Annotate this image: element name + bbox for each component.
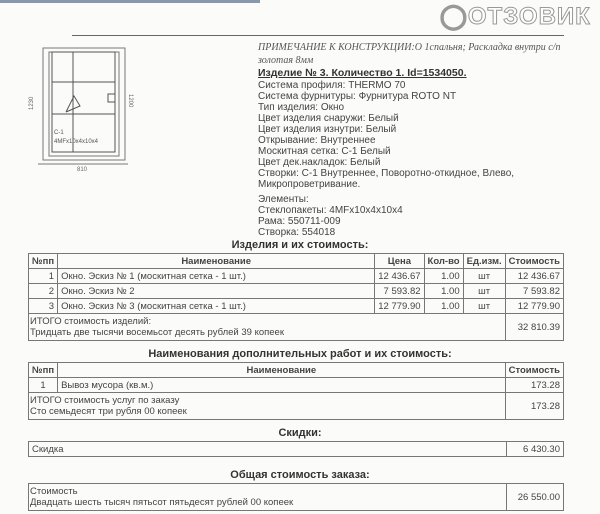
cell-name: Вывоз мусора (кв.м.) [58, 378, 506, 393]
cell-cost: 7 593.82 [505, 284, 563, 299]
window-drawing [25, 38, 135, 173]
cell-unit: шт [463, 284, 505, 299]
total-label: ИТОГО стоимость услуг по заказу [30, 395, 180, 406]
item-elements [258, 194, 403, 238]
glass-label: 4MFx10x4x10x4 [54, 139, 99, 145]
prop: Створки: С-1 Внутреннее, Поворотно-откидное, Влево, [258, 168, 515, 179]
discounts-heading: Скидки: [278, 427, 322, 439]
prop: Москитная сетка: С-1 Белый [258, 146, 391, 157]
cell-num: 1 [29, 269, 58, 284]
element: Элементы: [258, 194, 309, 205]
sash-label: С-1 [54, 130, 64, 136]
col-header: №пп [29, 254, 58, 269]
total-value: 173.28 [505, 393, 563, 420]
width-dimension: 810 [77, 167, 88, 173]
table-row [29, 269, 564, 284]
cell-unit: шт [463, 269, 505, 284]
discount-label: Скидка [29, 442, 507, 457]
total-label: ИТОГО стоимость изделий: [30, 316, 152, 327]
prop: Система профиля: THERMO 70 [258, 80, 406, 91]
order-table [28, 483, 564, 511]
col-header: Ед.изм. [463, 254, 505, 269]
table-row [29, 299, 564, 314]
col-header: №пп [29, 363, 58, 378]
cell-qty: 1.00 [424, 284, 463, 299]
table-row [29, 284, 564, 299]
prop: Цвет дек.накладок: Белый [258, 157, 381, 168]
order-heading: Общая стоимость заказа: [230, 469, 370, 481]
order-words: Двадцать шесть тысяч пятьсот пятьдесят рублей 00 копеек [30, 497, 294, 508]
total-words: Тридцать две тысячи восемьсот десять рублей 39 копеек [30, 327, 284, 338]
outer-height-dimension: 1230 [29, 96, 35, 110]
total-row [29, 484, 564, 511]
discount-value: 6 430.30 [507, 442, 564, 457]
item-properties [258, 80, 514, 190]
cell-cost: 173.28 [505, 378, 563, 393]
products-table [28, 253, 564, 341]
services-heading: Наименования дополнительных работ и их стоимость: [148, 348, 452, 360]
cell-num: 1 [29, 378, 58, 393]
cell-price: 12 779.90 [375, 299, 424, 314]
col-header: Кол-во [424, 254, 463, 269]
construction-note: ПРИМЕЧАНИЕ К КОНСТРУКЦИИ:О 1спальня; Раскладка внутри с/п золотая 8мм [258, 42, 561, 66]
cell-name: Окно. Эскиз № 1 (москитная сетка - 1 шт.) [58, 269, 375, 284]
inner-height-dimension: 1200 [127, 94, 133, 108]
prop: Тип изделия: Окно [258, 102, 345, 113]
prop: Открывание: Внутреннее [258, 135, 376, 146]
products-heading: Изделия и их стоимость: [231, 239, 369, 251]
cell-cost: 12 436.67 [505, 269, 563, 284]
cell-unit: шт [463, 299, 505, 314]
col-header: Наименование [58, 363, 506, 378]
col-header: Наименование [58, 254, 375, 269]
order-value: 26 550.00 [507, 484, 564, 511]
item-title: Изделие № 3. Количество 1. Id=1534050. [258, 67, 467, 79]
cell-cost: 12 779.90 [505, 299, 563, 314]
col-header: Стоимость [505, 363, 563, 378]
divider [72, 35, 564, 36]
prop: Микропроветривание. [258, 179, 361, 190]
cell-num: 3 [29, 299, 58, 314]
table-row [29, 442, 564, 457]
order-label: Стоимость [30, 486, 78, 497]
prop: Цвет изделия снаружи: Белый [258, 113, 399, 124]
col-header: Стоимость [505, 254, 563, 269]
prop: Система фурнитуры: Фурнитура ROTO NT [258, 91, 457, 102]
cell-name: Окно. Эскиз № 3 (москитная сетка - 1 шт.) [58, 299, 375, 314]
cell-qty: 1.00 [424, 299, 463, 314]
watermark-text: ОТЗОВИК [467, 3, 591, 30]
element: Створка: 554018 [258, 227, 336, 238]
total-row [29, 393, 564, 420]
total-words: Сто семьдесят три рубля 00 копеек [30, 406, 187, 417]
total-value: 32 810.39 [505, 314, 563, 341]
discounts-table [28, 441, 564, 457]
cell-name: Окно. Эскиз № 2 [58, 284, 375, 299]
services-table [28, 362, 564, 420]
total-row [29, 314, 564, 341]
element: Рама: 550711-009 [258, 216, 341, 227]
watermark-logo: ◯ОТЗОВИК [440, 3, 591, 30]
element: Стеклопакеты: 4MFx10x4x10x4 [258, 205, 403, 216]
table-row [29, 378, 564, 393]
top-band [0, 0, 260, 3]
cell-qty: 1.00 [424, 269, 463, 284]
prop: Цвет изделия изнутри: Белый [258, 124, 397, 135]
cell-price: 7 593.82 [375, 284, 424, 299]
cell-price: 12 436.67 [375, 269, 424, 284]
cell-num: 2 [29, 284, 58, 299]
col-header: Цена [375, 254, 424, 269]
